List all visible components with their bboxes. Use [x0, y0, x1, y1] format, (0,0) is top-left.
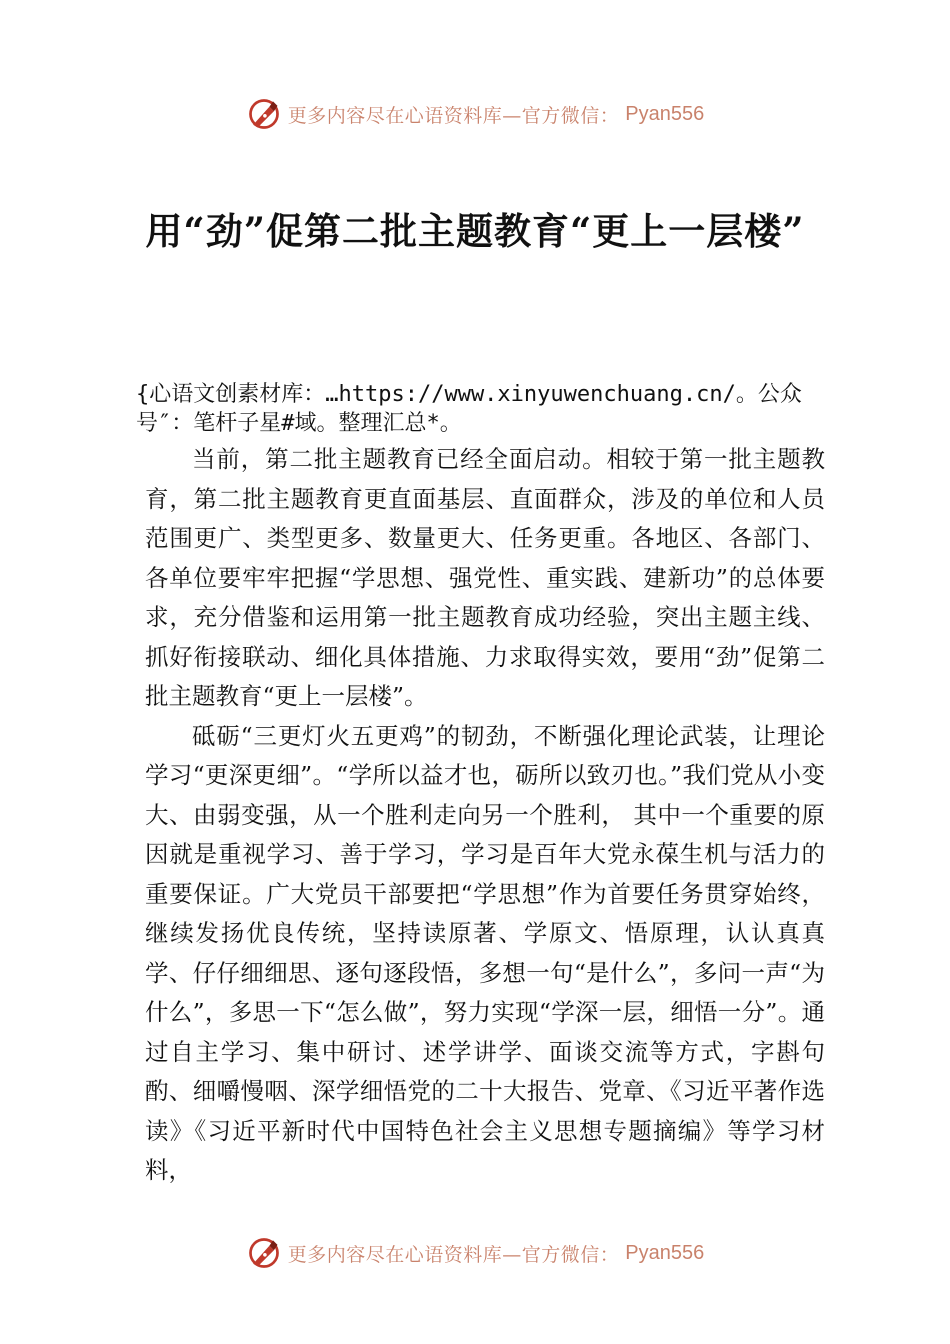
footer-banner [0, 1233, 950, 1273]
paragraph: 当前，第二批主题教育已经全面启动。相较于第一批主题教育，第二批主题教育更直面基层、直面群众，涉及的单位和人员范围更广、类型更多、数量更大、任务更重。各地区、各部门、各单位要牢牢把握“学思想、强党性、重实践、建新功”的总体要求，充分借鉴和运用第一批主题教育成功经验，突出主题主线、抓好衔接联动、细化具体措施、力求取得实效，要用“劲”促第二批主题教育“更上一层楼”。 [145, 445, 825, 710]
banner-wechat-id: Pyan556 [625, 102, 705, 125]
banner-text: 更多内容尽在心语资料库—官方微信： [287, 104, 620, 127]
header-banner [0, 94, 950, 134]
document-title: 用“劲”促第二批主题教育“更上一层楼” [145, 209, 805, 253]
pen-nib-logo-icon [246, 96, 282, 132]
source-note: {心语文创素材库：…https://www.xinyuwenchuang.cn/。公众号″：笔杆子星#域。整理汇总*。 [136, 382, 802, 436]
pen-nib-logo-icon [246, 1235, 282, 1271]
document-body [145, 440, 825, 1191]
banner-wechat-id: Pyan556 [625, 1241, 705, 1264]
paragraph: 砥砺“三更灯火五更鸡”的韧劲，不断强化理论武装，让理论学习“更深更细”。“学所以益才也，砺所以致刃也。”我们党从小变大、由弱变强，从一个胜利走向另一个胜利， 其中一个重要的原因就是重视学习、善于学习，学习是百年大党永葆生机与活力的重要保证。广大党员干部要把“学思想”作为首要任务贯穿始终，继续发扬优良传统，坚持读原著、学原文、悟原理，认认真真学、仔仔细细思、逐句逐段悟，多想一句“是什么”，多问一声“为什么”，多思一下“怎么做”，努力实现“学深一层，细悟一分”。通过自主学习、集中研讨、述学讲学、面谈交流等方式，字斟句酌、细嚼慢咽、深学细悟党的二十大报告、党章、《习近平著作选读》《习近平新时代中国特色社会主义思想专题摘编》等学习材料， [145, 721, 825, 1184]
banner-text: 更多内容尽在心语资料库—官方微信： [287, 1243, 620, 1266]
